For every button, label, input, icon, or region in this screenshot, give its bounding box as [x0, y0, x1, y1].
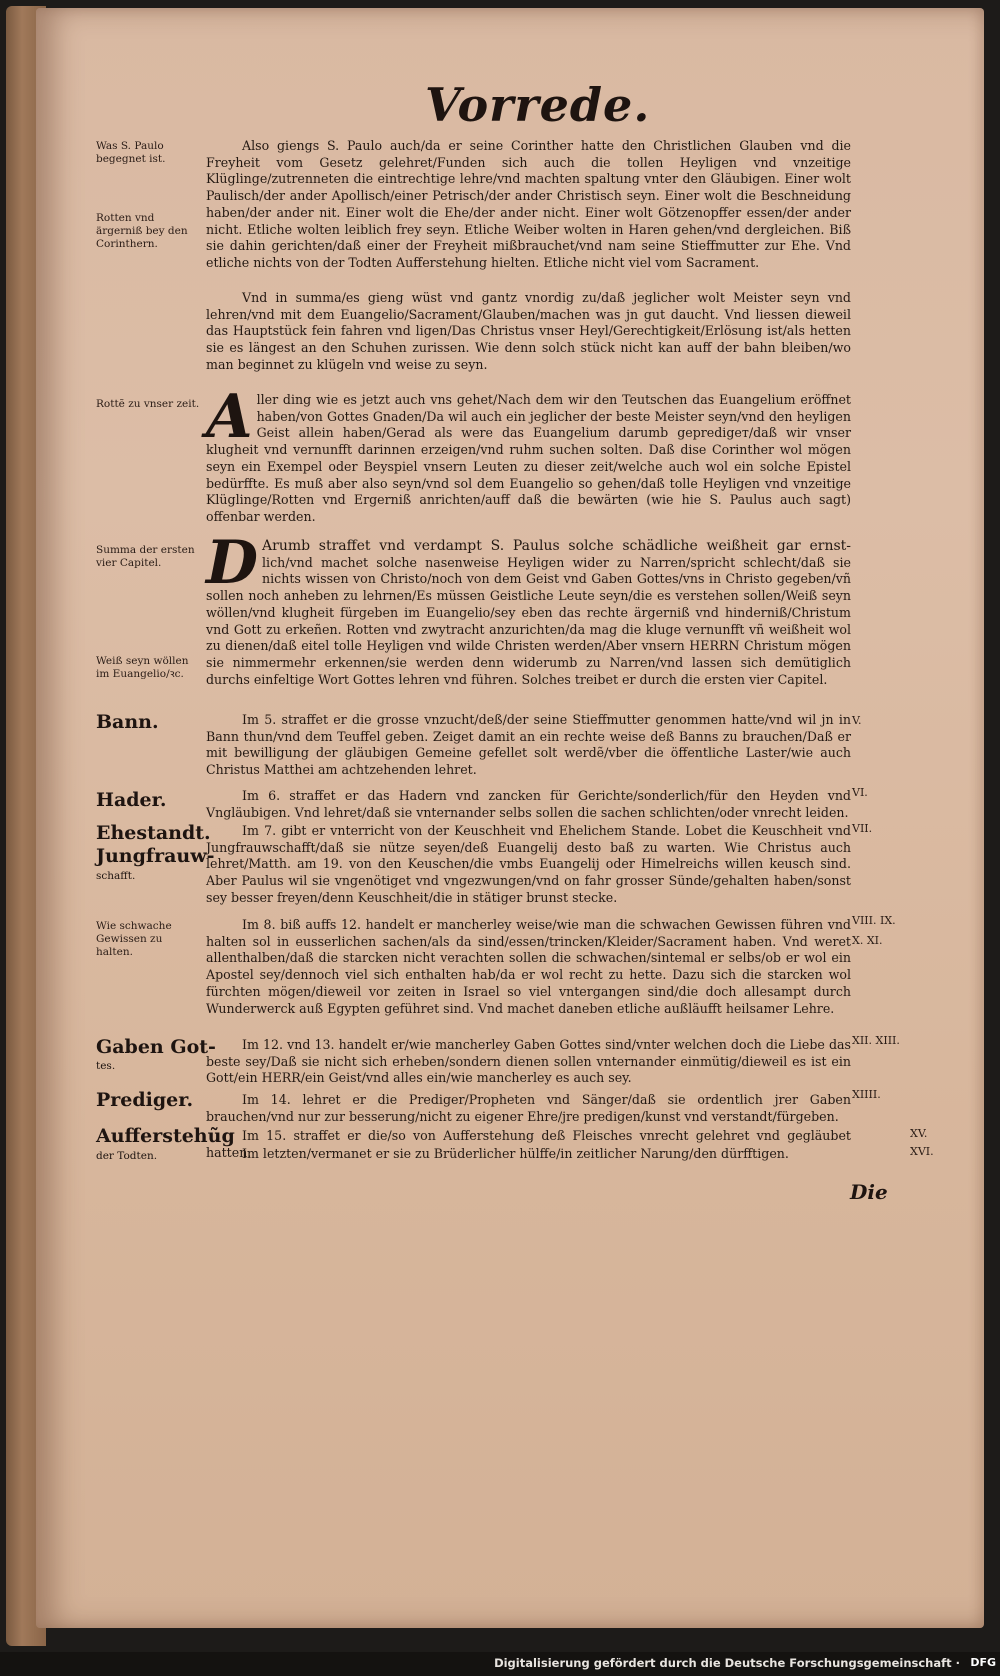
margin-aufferstehung: Aufferstehũg [96, 1125, 235, 1147]
dfg-logo: DFG [970, 1656, 996, 1669]
dropcap-a: A [206, 382, 253, 452]
chapter-number-5: V. [852, 714, 862, 727]
chapter-number-12-13: XII. XIII. [852, 1034, 900, 1047]
paragraph-4-lead: Arumb straffet vnd verdampt S. Paulus solche schädliche weißheit gar ernst- [262, 538, 851, 554]
paragraph-4-text: lich/vnd machet solche nasenweise Heyligen wider zu Narren/spricht schlecht/daß sie nichts wissen von Christo/noch von dem Geist vnd Gaben Gottes/vns in Christo gegeben/vñ sollen noch anheben zu lehrnen/Es müssen Geistliche Leute seyn/die es verstehen sollen/Weiß seyn wöllen/vnd klugheit fürgeben im Euangelio/sey eben das rechte ärgerniß vnd hinderniß/Christum vnd Gott zu erkeñen. Rotten vnd zwytracht anzurichten/da mag die kluge vernunfft vñ weißheit wol zu dienen/daß eitel tolle Heyligen vnd wilde Christen werden/Aber vnsern HERRN Christum mögen sie nimmermehr erkennen/sie werden denn widerumb zu Narren/vnd lassen sich demütiglich durchs einfeltige Wort Gottes lehren vnd führen. Solches treibet er durch die ersten vier Capitel. [206, 554, 851, 687]
dropcap-d: D [206, 528, 259, 598]
chapter-number-14: XIIII. [852, 1088, 881, 1101]
page-heading: Vorrede. [425, 78, 651, 132]
margin-bann: Bann. [96, 711, 159, 733]
margin-schafft: schafft. [96, 870, 136, 882]
paragraph-2: Vnd in summa/es gieng wüst vnd gantz vnordig zu/daß jeglicher wolt Meister seyn vnd lehren/vnd mit dem Euangelio/Sacrament/Glauben/machen was jn gut daucht. Vnd liessen dieweil das Hauptstück fein fahren vnd ligen/Das Christus vnser Heyl/Gerechtigkeit/Erlösung ist/als hetten sie es längest an den Schuhen zurissen. Wie denn solch stück nicht kan auff der bahn bleiben/wo man beginnet zu klügeln vnd weise zu seyn. [206, 290, 851, 372]
paragraph-9: Im 12. vnd 13. handelt er/wie mancherley Gaben Gottes sind/vnter welchen doch die Liebe das beste sey/Daß sie nicht sich erheben/sondern dienen sollen vnternander einmütig/dieweil es ist ein Gott/ein HERR/ein Geist/vnd alles ein/wie mancherley es auch sey. [206, 1037, 851, 1086]
chapter-number-6: VI. [852, 786, 868, 799]
paragraph-7: Im 7. gibt er vnterricht von der Keuschheit vnd Ehelichem Stande. Lobet die Keuschheit vnd Jungfrauwschafft/daß sie nütze seyen/deß Euangelij desto baß zu warten. Wie Christus auch lehret/Matth. am 19. von den Keuschen/die vmbs Euangelij oder Himelreichs willen keusch sind. Aber Paulus wil sie vngenötiget vnd vngezwungen/vnd on fahr grosser Sünde/gehalten haben/sonst sey besser freyen/denn Keuschheit/die in stätiger brunst stecke. [206, 823, 851, 905]
paragraph-11: Im 15. straffet er die/so von Aufferstehung deß Fleisches vnrecht gelehret vnd gegläubet hatten. [206, 1128, 851, 1160]
catchword: Die [850, 1180, 888, 1204]
margin-note-rotten-zeit: Rottẽ zu vnser zeit. [96, 398, 200, 410]
margin-todten: der Todten. [96, 1150, 158, 1162]
paragraph-4 [206, 528, 851, 688]
margin-note-rotten-corinth: Rotten vnd ärgerniß bey den Corinthern. [96, 212, 188, 250]
margin-note-paulus: Was S. Paulo begegnet ist. [96, 140, 166, 165]
margin-hader: Hader. [96, 789, 167, 811]
chapter-number-15: XV. [910, 1127, 928, 1140]
paragraph-6: Im 6. straffet er das Hadern vnd zancken für Gerichte/sonderlich/für den Heyden vnd Vngläubigen. Vnd lehret/daß sie vnternander selbs sollen die sachen schlichten/oder vnrecht leiden. [206, 788, 851, 820]
chapter-number-8-9: VIII. IX. [852, 914, 896, 927]
paragraph-12: Im letzten/vermanet er sie zu Brüderlicher hülffe/in zeitlicher Narung/den dürfftigen. [242, 1146, 789, 1161]
margin-note-weiss: Weiß seyn wöllen im Euangelio/ꝛc. [96, 655, 189, 680]
chapter-number-10-11: X. XI. [852, 934, 883, 947]
margin-gaben: Gaben Got- [96, 1036, 216, 1058]
margin-prediger: Prediger. [96, 1089, 194, 1111]
margin-jungfrauw: Jungfrauw- [96, 845, 215, 867]
digitization-footer [0, 1652, 1000, 1676]
margin-tes: tes. [96, 1060, 116, 1072]
paragraph-10: Im 14. lehret er die Prediger/Propheten vnd Sänger/daß sie ordentlich jrer Gaben brauchen/vnd nur zur besserung/nicht zu eigener Ehre/jre predigen/kunst vnd verstandt/fürgeben. [206, 1092, 851, 1124]
margin-note-gewissen: Wie schwache Gewissen zu halten. [96, 920, 172, 958]
paragraph-8: Im 8. biß auffs 12. handelt er mancherley weise/wie man die schwachen Gewissen führen vnd halten sol in eusserlichen sachen/als da sind/essen/trincken/Kleider/Sacrament haben. Vnd weret allenthalben/daß die starcken nicht verachten sollen die schwachen/sintemal er selbs/ob er wol ein Apostel sey/dennoch viel sich enthalten hab/da er wol recht zu hette. Dazu sich die starcken wol fürchten mögen/dieweil vor zeiten in Israel so viel vntergangen sind/die doch allesampt durch Wunderwerck auß Egypten geführet sind. Vnd machet daneben etliche außläufft heilsamer Lehre. [206, 917, 851, 1016]
margin-ehestandt: Ehestandt. [96, 822, 211, 844]
paragraph-1: Also giengs S. Paulo auch/da er seine Corinther hatte den Christlichen Glauben vnd die Freyheit vom Gesetz gelehret/Funden sich auch die tollen Heyligen vnd vnzeitige Klüglinge/zutrenneten die eintrechtige lehre/vnd machten spaltung vnter den Gläubigen. Einer wolt Paulisch/der ander Apollisch/einer Petrisch/der ander Christisch seyn. Einer wolt die Beschneidung haben/der ander nit. Einer wolt die Ehe/der ander nicht. Einer wolt Götzenopffer essen/der ander nicht. Etliche wolten leiblich frey seyn. Etliche Weiber wolten in Haren gehen/vnd dergleichen. Biß sie dahin gerichten/daß einer der Freyheit mißbrauchet/vnd nam seine Stieffmutter zur Ehe. Vnd etliche nichts von der Todten Aufferstehung hielten. Etliche nicht viel vom Sacrament. [206, 138, 851, 270]
paragraph-5: Im 5. straffet er die grosse vnzucht/deß/der seine Stieffmutter genommen hatte/vnd wil jn in Bann thun/vnd dem Teuffel geben. Zeiget damit an ein rechte weise deß Banns zu brauchen/Daß er mit bewilligung der gläubigen Gemeine gefellet solt werdẽ/vber die öffentliche Laster/wie auch Christus Matthei am achtzehenden lehret. [206, 712, 851, 778]
chapter-number-7: VII. [852, 822, 873, 835]
footer-credit: Digitalisierung gefördert durch die Deutsche Forschungsgemeinschaft · [494, 1656, 960, 1670]
paragraph-3-text: ller ding wie es jetzt auch vns gehet/Nach dem wir den Teutschen das Euangelium eröffnet haben/von Gottes Gnaden/Da wil auch ein jeglicher der beste Meister seyn/vnd den heyligen Geist allein haben/Gerad als were das Euangelium darumb gepredigет/daß wir vnser klugheit vnd vernunfft darinnen erzeigen/vnd ruhm suchen solten. Daß dise Corinther wol mögen seyn ein Exempel oder Beyspiel vnsern Leuten zu dieser zeit/welche auch wol ein solche Epistel bedürffte. Es muß aber also seyn/vnd sol dem Euangelio so gehen/daß tolle Heyligen vnd vnzeitige Klüglinge/Rotten vnd Ergerniß anrichten/auff daß die bewärten (wie hie S. Paulus auch sagt) offenbar werden. [206, 392, 851, 524]
margin-note-summa: Summa der ersten vier Capitel. [96, 544, 195, 569]
paragraph-3 [206, 382, 851, 526]
chapter-number-16: XVI. [910, 1145, 934, 1158]
